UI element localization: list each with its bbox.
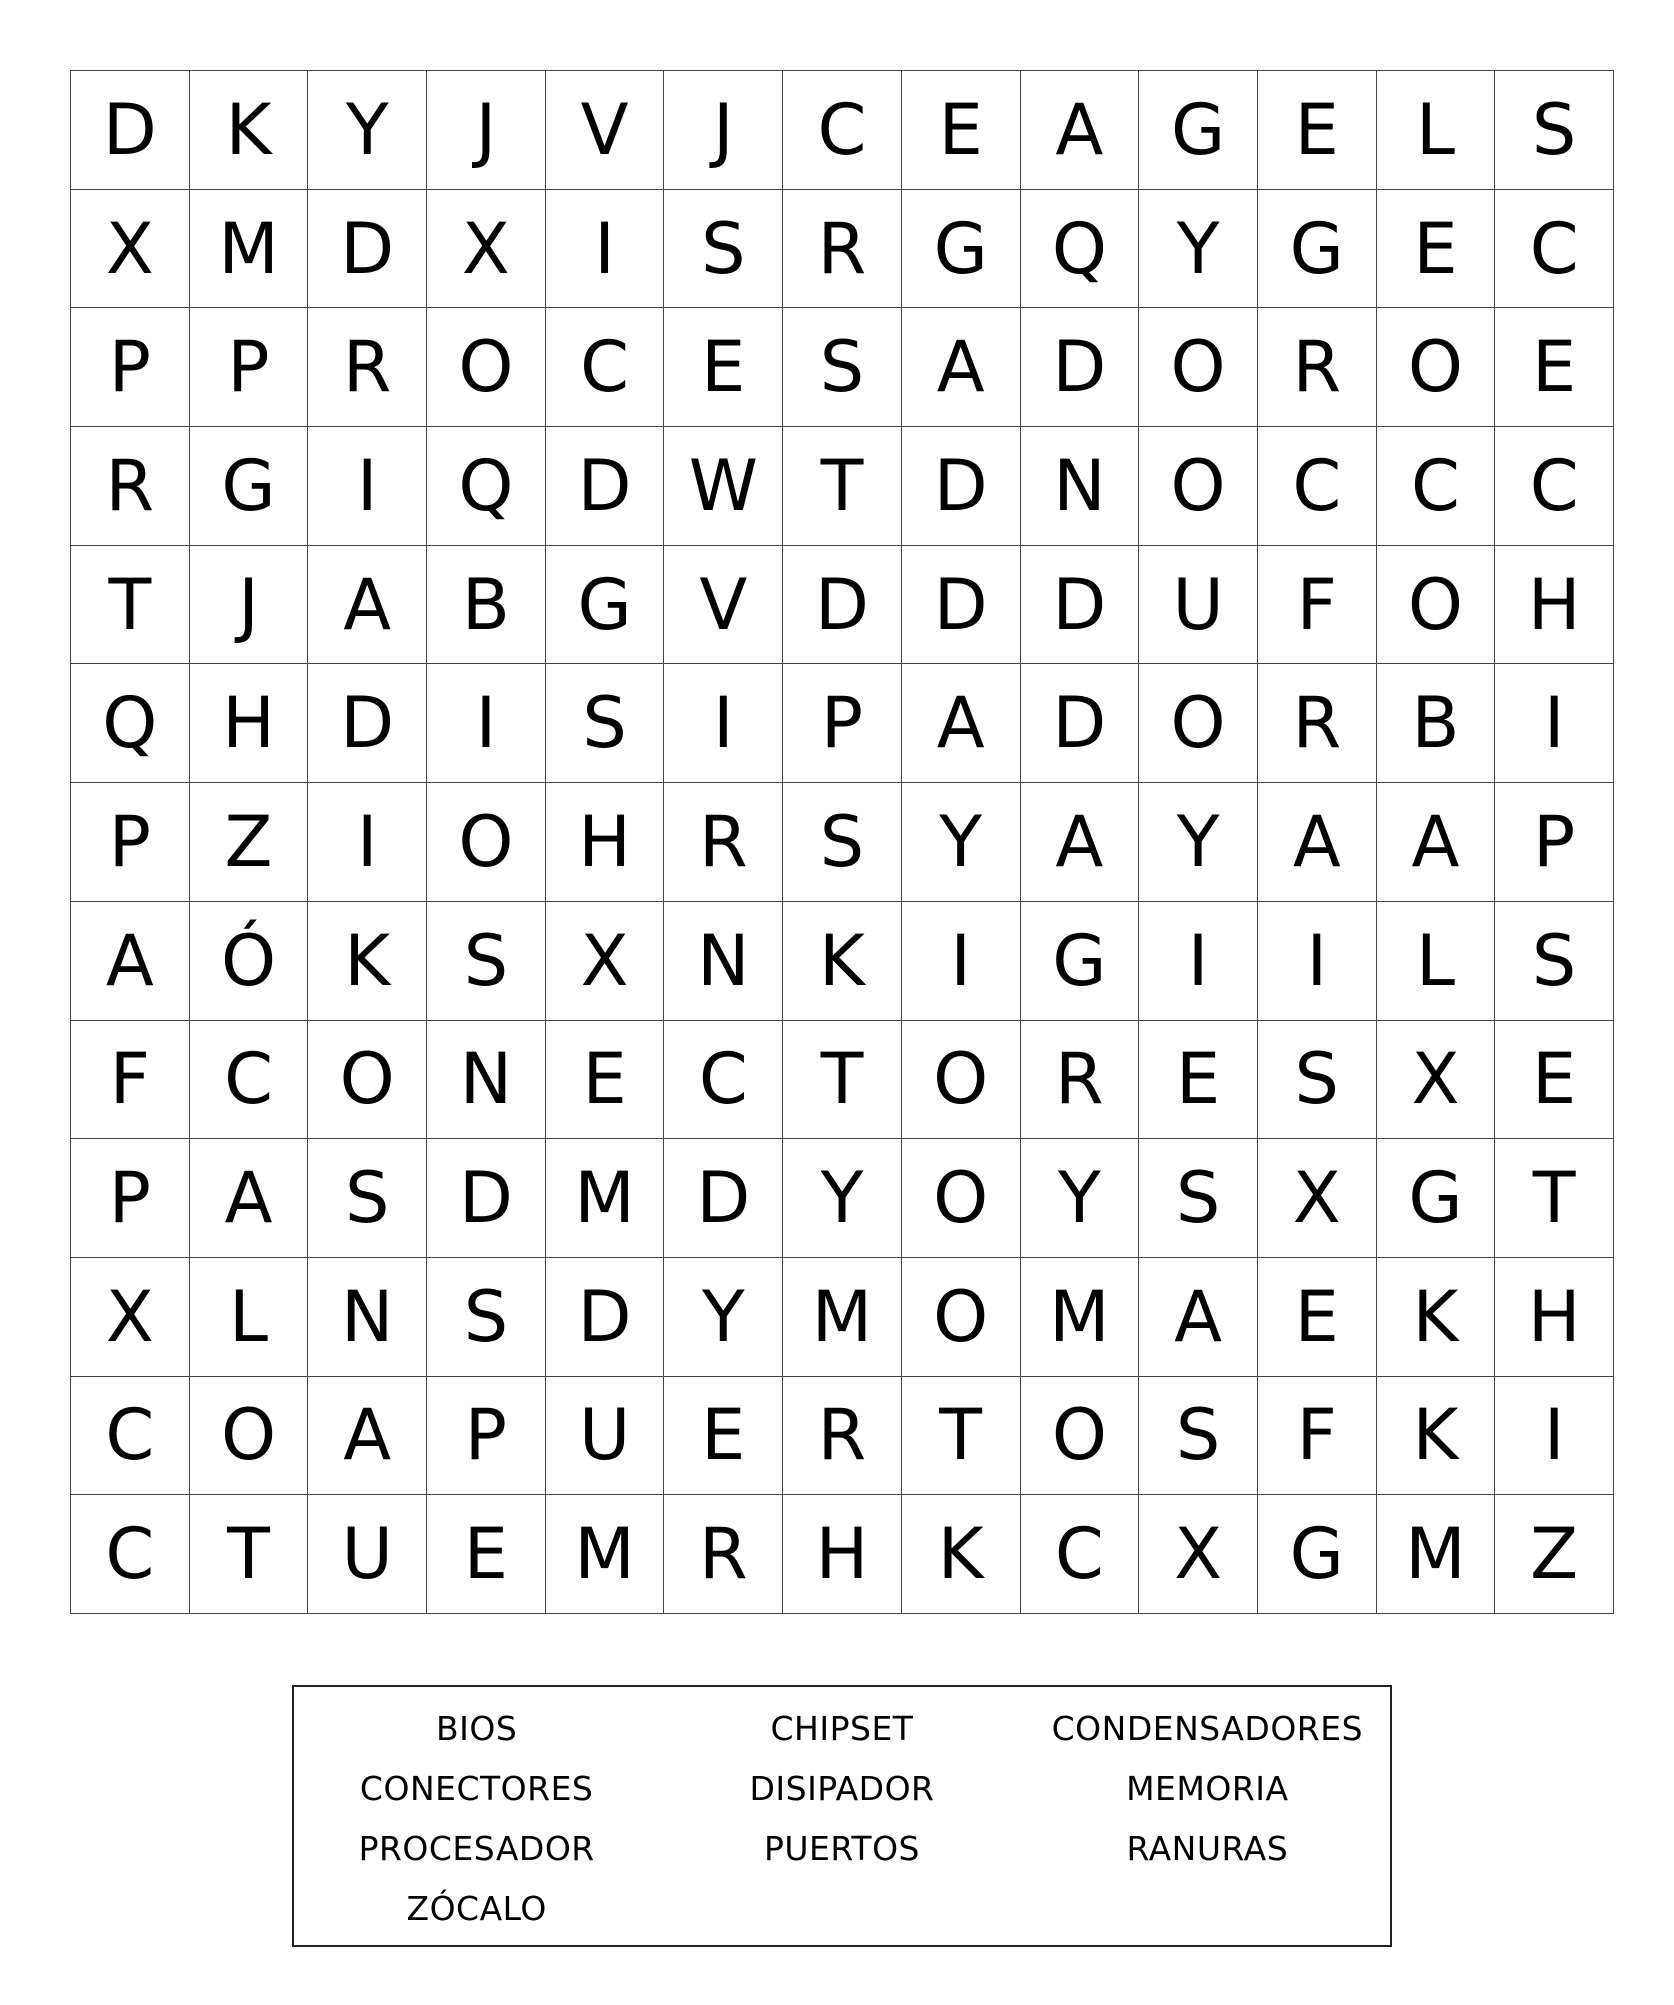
grid-cell[interactable]: B [1377,664,1496,783]
grid-cell[interactable]: T [902,1377,1021,1496]
grid-cell[interactable]: T [1495,1139,1614,1258]
grid-cell[interactable]: G [546,546,665,665]
grid-cell[interactable]: Y [308,71,427,190]
grid-cell[interactable]: O [190,1377,309,1496]
grid-cell[interactable]: M [1377,1495,1496,1614]
grid-cell[interactable]: I [1495,1377,1614,1496]
grid-cell[interactable]: C [71,1495,190,1614]
grid-cell[interactable]: C [1021,1495,1140,1614]
grid-cell[interactable]: C [1258,427,1377,546]
grid-cell[interactable]: S [427,902,546,1021]
grid-cell[interactable]: M [546,1495,665,1614]
word-list-item: MEMORIA [1126,1769,1289,1808]
grid-cell[interactable]: U [1139,546,1258,665]
grid-cell[interactable]: L [1377,71,1496,190]
grid-cell[interactable]: A [1021,71,1140,190]
grid-cell[interactable]: X [71,1258,190,1377]
grid-cell[interactable]: V [664,546,783,665]
grid-cell[interactable]: Y [1021,1139,1140,1258]
grid-cell[interactable]: O [902,1139,1021,1258]
grid-cell[interactable]: M [190,190,309,309]
grid-cell[interactable]: P [71,783,190,902]
grid-cell[interactable]: G [1258,1495,1377,1614]
grid-cell[interactable]: S [546,664,665,783]
grid-cell[interactable]: A [1377,783,1496,902]
grid-cell[interactable]: A [902,664,1021,783]
grid-cell[interactable]: O [1139,308,1258,427]
grid-cell[interactable]: X [1377,1021,1496,1140]
grid-cell[interactable]: K [1377,1377,1496,1496]
grid-cell[interactable]: V [546,71,665,190]
grid-cell[interactable]: O [1139,664,1258,783]
grid-cell[interactable]: H [1495,1258,1614,1377]
grid-cell[interactable]: L [1377,902,1496,1021]
grid-cell[interactable]: S [427,1258,546,1377]
grid-cell[interactable]: N [308,1258,427,1377]
grid-cell[interactable]: R [664,783,783,902]
grid-cell[interactable]: I [902,902,1021,1021]
grid-cell[interactable]: G [1139,71,1258,190]
grid-cell[interactable]: T [783,1021,902,1140]
grid-cell[interactable]: Y [664,1258,783,1377]
letter-grid [70,70,1614,1614]
grid-cell[interactable]: N [664,902,783,1021]
grid-cell[interactable]: A [1139,1258,1258,1377]
grid-cell[interactable]: R [783,1377,902,1496]
grid-cell[interactable]: M [1021,1258,1140,1377]
grid-cell[interactable]: C [546,308,665,427]
grid-cell[interactable]: U [308,1495,427,1614]
grid-cell[interactable]: H [190,664,309,783]
grid-cell[interactable]: D [71,71,190,190]
grid-cell[interactable]: Q [427,427,546,546]
grid-cell[interactable]: O [1377,546,1496,665]
grid-cell[interactable]: A [1021,783,1140,902]
grid-cell[interactable]: G [902,190,1021,309]
grid-cell[interactable]: D [664,1139,783,1258]
grid-cell[interactable]: H [546,783,665,902]
word-list-item: CONECTORES [359,1769,594,1808]
grid-cell[interactable]: S [1139,1377,1258,1496]
grid-cell[interactable]: R [1258,664,1377,783]
grid-cell[interactable]: I [427,664,546,783]
grid-cell[interactable]: C [1377,427,1496,546]
grid-cell[interactable]: B [427,546,546,665]
word-list-item: CONDENSADORES [1051,1709,1364,1748]
grid-cell[interactable]: O [308,1021,427,1140]
grid-cell[interactable]: M [546,1139,665,1258]
word-list-item: BIOS [436,1709,518,1748]
grid-cell[interactable]: R [71,427,190,546]
grid-cell[interactable]: J [190,546,309,665]
grid-cell[interactable]: X [1139,1495,1258,1614]
grid-cell[interactable]: D [1021,308,1140,427]
grid-cell[interactable]: O [902,1021,1021,1140]
grid-cell[interactable]: O [902,1258,1021,1377]
grid-cell[interactable]: G [1021,902,1140,1021]
grid-cell[interactable]: X [1258,1139,1377,1258]
grid-cell[interactable]: H [783,1495,902,1614]
grid-cell[interactable]: C [664,1021,783,1140]
grid-cell[interactable]: E [1495,308,1614,427]
grid-cell[interactable]: D [1021,546,1140,665]
grid-cell[interactable]: P [71,1139,190,1258]
grid-cell[interactable]: K [308,902,427,1021]
grid-cell[interactable]: C [783,71,902,190]
grid-cell[interactable]: G [190,427,309,546]
grid-cell[interactable]: P [190,308,309,427]
grid-cell[interactable]: D [902,427,1021,546]
word-list [292,1685,1392,1947]
grid-cell[interactable]: D [546,1258,665,1377]
grid-cell[interactable]: H [1495,546,1614,665]
grid-cell[interactable]: E [1258,71,1377,190]
grid-cell[interactable]: Q [71,664,190,783]
grid-cell[interactable]: S [783,783,902,902]
grid-cell[interactable]: A [308,1377,427,1496]
grid-cell[interactable]: P [71,308,190,427]
grid-cell[interactable]: C [71,1377,190,1496]
grid-cell[interactable]: C [1495,190,1614,309]
grid-cell[interactable]: L [190,1258,309,1377]
grid-cell[interactable]: E [1495,1021,1614,1140]
grid-cell[interactable]: E [664,1377,783,1496]
grid-cell[interactable]: P [427,1377,546,1496]
grid-cell[interactable]: T [190,1495,309,1614]
grid-cell[interactable]: E [664,308,783,427]
grid-cell[interactable]: F [71,1021,190,1140]
grid-cell[interactable]: N [427,1021,546,1140]
grid-cell[interactable]: R [664,1495,783,1614]
word-list-item: DISIPADOR [749,1769,935,1808]
grid-cell[interactable]: S [1139,1139,1258,1258]
grid-cell[interactable]: Q [1021,190,1140,309]
word-list-item: RANURAS [1126,1829,1289,1868]
grid-cell[interactable]: S [664,190,783,309]
grid-cell[interactable]: D [427,1139,546,1258]
grid-cell[interactable]: O [427,783,546,902]
grid-cell[interactable]: D [546,427,665,546]
grid-cell[interactable]: R [1021,1021,1140,1140]
grid-cell[interactable]: E [1139,1021,1258,1140]
word-list-item: PUERTOS [763,1829,920,1868]
grid-cell[interactable]: I [308,783,427,902]
grid-cell[interactable]: C [190,1021,309,1140]
grid-cell[interactable]: K [1377,1258,1496,1377]
grid-cell[interactable]: R [308,308,427,427]
grid-cell[interactable]: R [783,190,902,309]
grid-cell[interactable]: G [1377,1139,1496,1258]
grid-cell[interactable]: D [783,546,902,665]
grid-cell[interactable]: I [308,427,427,546]
grid-cell[interactable]: A [71,902,190,1021]
grid-cell[interactable]: Ó [190,902,309,1021]
grid-cell[interactable]: P [783,664,902,783]
grid-cell[interactable]: E [1377,190,1496,309]
grid-cell[interactable]: G [1258,190,1377,309]
word-list-item: PROCESADOR [358,1829,595,1868]
grid-cell[interactable]: Y [1139,190,1258,309]
grid-cell[interactable]: X [71,190,190,309]
grid-cell[interactable]: A [1258,783,1377,902]
grid-cell[interactable]: Z [190,783,309,902]
grid-cell[interactable]: F [1258,1377,1377,1496]
grid-cell[interactable]: Y [1139,783,1258,902]
grid-cell[interactable]: D [308,190,427,309]
grid-cell[interactable]: J [664,71,783,190]
grid-cell[interactable]: T [71,546,190,665]
word-list-item: ZÓCALO [406,1889,547,1928]
grid-cell[interactable]: D [902,546,1021,665]
word-list-item: CHIPSET [770,1709,914,1748]
grid-cell[interactable]: M [783,1258,902,1377]
grid-cell[interactable]: O [1139,427,1258,546]
grid-cell[interactable]: A [190,1139,309,1258]
grid-cell[interactable]: R [1258,308,1377,427]
grid-cell[interactable]: X [546,902,665,1021]
grid-cell[interactable]: N [1021,427,1140,546]
grid-cell[interactable]: S [1258,1021,1377,1140]
grid-cell[interactable]: S [308,1139,427,1258]
grid-cell[interactable]: I [1495,664,1614,783]
grid-cell[interactable]: O [427,308,546,427]
grid-cell[interactable]: E [902,71,1021,190]
grid-cell[interactable]: E [427,1495,546,1614]
grid-cell[interactable]: O [1021,1377,1140,1496]
grid-cell[interactable]: K [902,1495,1021,1614]
grid-cell[interactable]: K [783,902,902,1021]
grid-cell[interactable]: A [308,546,427,665]
grid-cell[interactable]: S [783,308,902,427]
grid-cell[interactable]: F [1258,546,1377,665]
grid-cell[interactable]: Y [783,1139,902,1258]
grid-cell[interactable]: I [664,664,783,783]
grid-cell[interactable]: E [1258,1258,1377,1377]
grid-cell[interactable]: S [1495,902,1614,1021]
grid-cell[interactable]: D [1021,664,1140,783]
grid-cell[interactable]: S [1495,71,1614,190]
grid-cell[interactable]: I [546,190,665,309]
grid-cell[interactable]: K [190,71,309,190]
grid-cell[interactable]: J [427,71,546,190]
grid-cell[interactable]: I [1139,902,1258,1021]
grid-cell[interactable]: W [664,427,783,546]
grid-cell[interactable]: C [1495,427,1614,546]
grid-cell[interactable]: A [902,308,1021,427]
grid-cell[interactable]: U [546,1377,665,1496]
grid-cell[interactable]: D [308,664,427,783]
grid-cell[interactable]: P [1495,783,1614,902]
grid-cell[interactable]: Z [1495,1495,1614,1614]
grid-cell[interactable]: Y [902,783,1021,902]
grid-cell[interactable]: X [427,190,546,309]
grid-cell[interactable]: E [546,1021,665,1140]
grid-cell[interactable]: I [1258,902,1377,1021]
grid-cell[interactable]: T [783,427,902,546]
grid-cell[interactable]: O [1377,308,1496,427]
